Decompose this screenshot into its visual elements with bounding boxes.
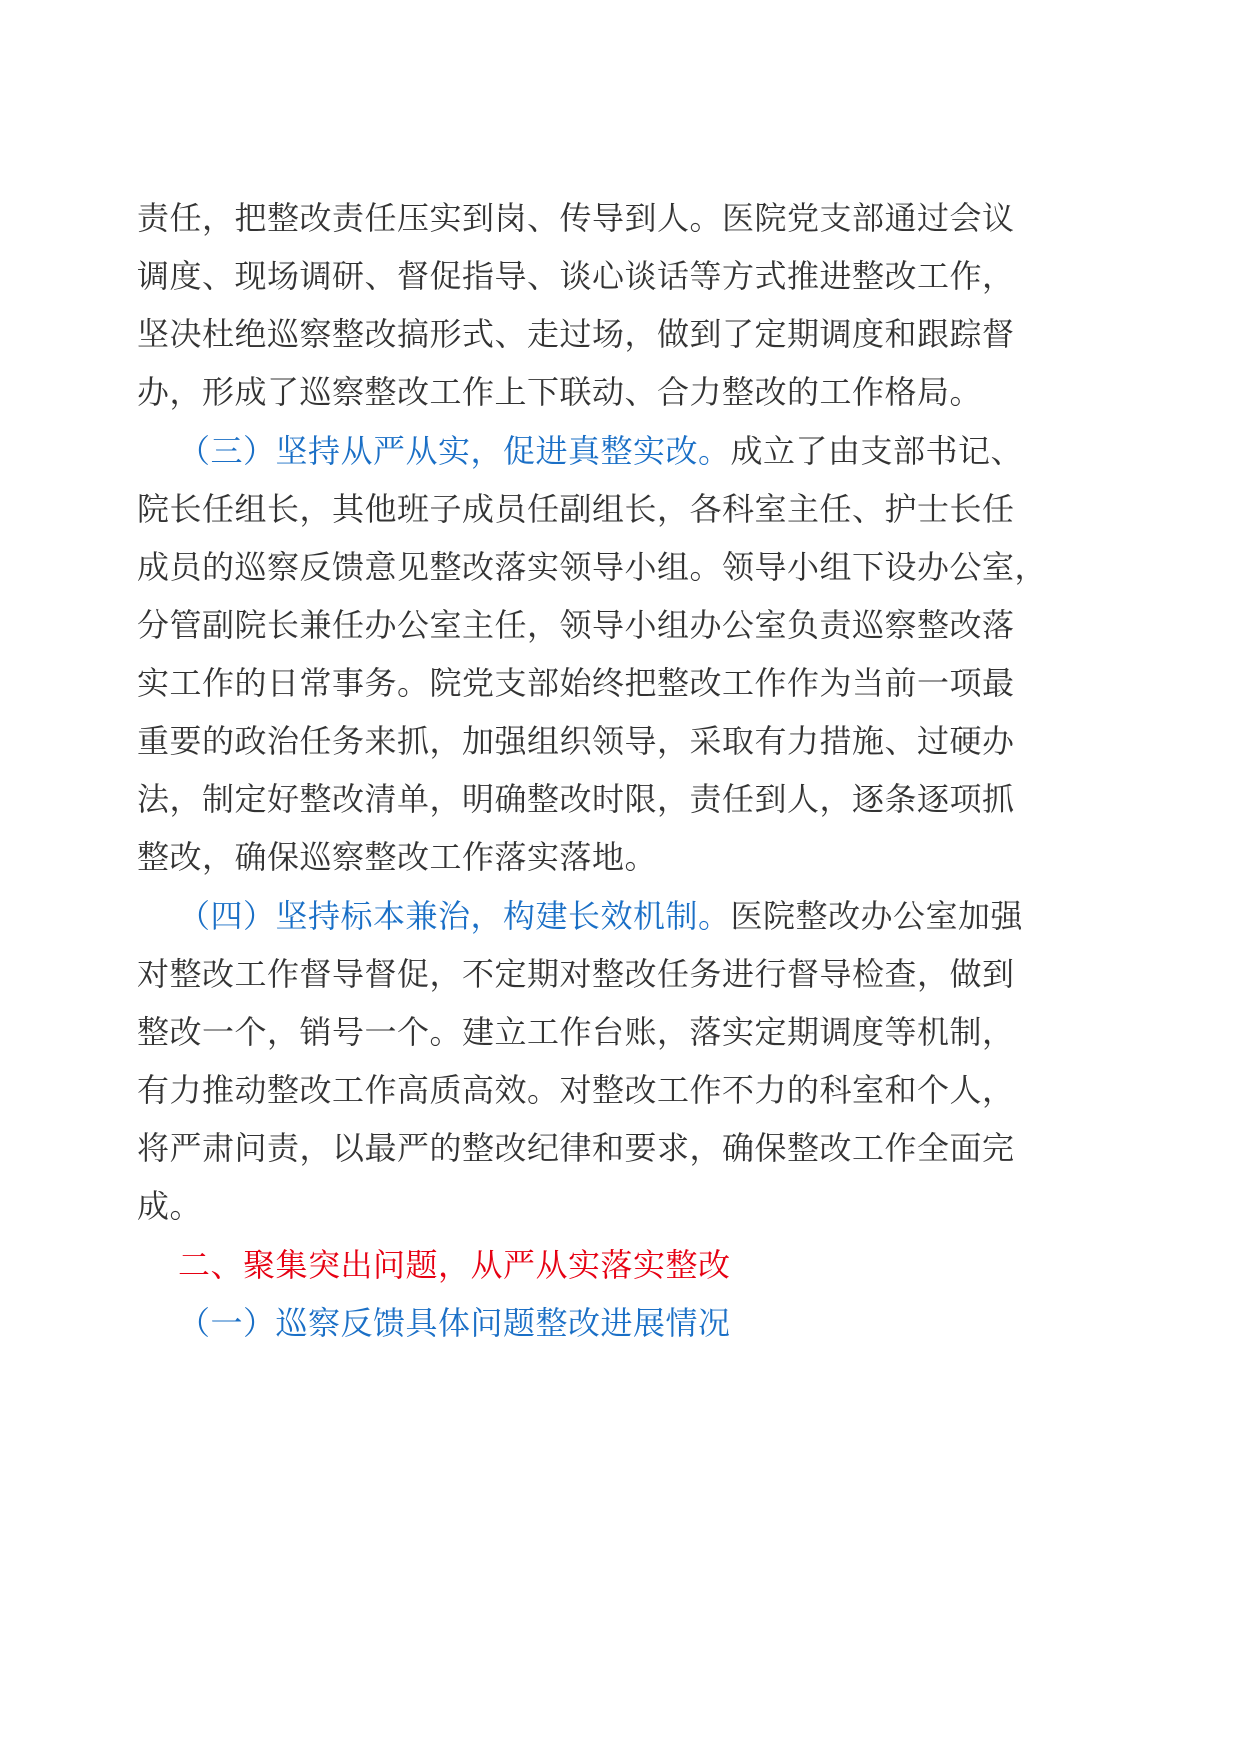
body-text-line: 责任，把整改责任压实到岗、传导到人。医院党支部通过会议	[137, 199, 1015, 237]
body-text-line: 整改，确保巡察整改工作落实落地。	[137, 838, 658, 876]
body-text-line: 坚决杜绝巡察整改搞形式、走过场，做到了定期调度和跟踪督	[137, 315, 1015, 353]
body-text-line: 有力推动整改工作高质高效。对整改工作不力的科室和个人，	[137, 1071, 1015, 1109]
body-text-line: 调度、现场调研、督促指导、谈心谈话等方式推进整改工作，	[137, 257, 1015, 295]
body-text: 成立了由支部书记、	[730, 432, 1024, 470]
section-3-heading: （三）坚持从严从实，促进真整实改。	[178, 432, 731, 470]
body-text-line: 成员的巡察反馈意见整改落实领导小组。领导小组下设办公室，	[137, 548, 1048, 586]
body-text-line: 整改一个，销号一个。建立工作台账，落实定期调度等机制，	[137, 1013, 1015, 1051]
body-text-line: 将严肃问责，以最严的整改纪律和要求，确保整改工作全面完	[137, 1129, 1015, 1167]
body-text-line: 成。	[137, 1187, 203, 1225]
body-text-line: 重要的政治任务来抓，加强组织领导，采取有力措施、过硬办	[137, 722, 1015, 760]
section-4-first-line	[178, 896, 1023, 936]
body-text-line: 分管副院长兼任办公室主任，领导小组办公室负责巡察整改落	[137, 606, 1015, 644]
section-4-heading: （四）坚持标本兼治，构建长效机制。	[178, 897, 731, 935]
body-text: 医院整改办公室加强	[730, 897, 1024, 935]
body-text-line: 办，形成了巡察整改工作上下联动、合力整改的工作格局。	[137, 373, 983, 411]
body-text-line: 对整改工作督导督促，不定期对整改任务进行督导检查，做到	[137, 955, 1015, 993]
body-text-line: 实工作的日常事务。院党支部始终把整改工作作为当前一项最	[137, 664, 1015, 702]
body-text-line: 院长任组长，其他班子成员任副组长，各科室主任、护士长任	[137, 490, 1015, 528]
subsection-1-heading: （一）巡察反馈具体问题整改进展情况	[178, 1304, 731, 1342]
part-2-heading: 二、聚集突出问题，从严从实落实整改	[178, 1246, 731, 1284]
body-text-line: 法，制定好整改清单，明确整改时限，责任到人，逐条逐项抓	[137, 780, 1015, 818]
section-3-first-line	[178, 431, 1023, 471]
